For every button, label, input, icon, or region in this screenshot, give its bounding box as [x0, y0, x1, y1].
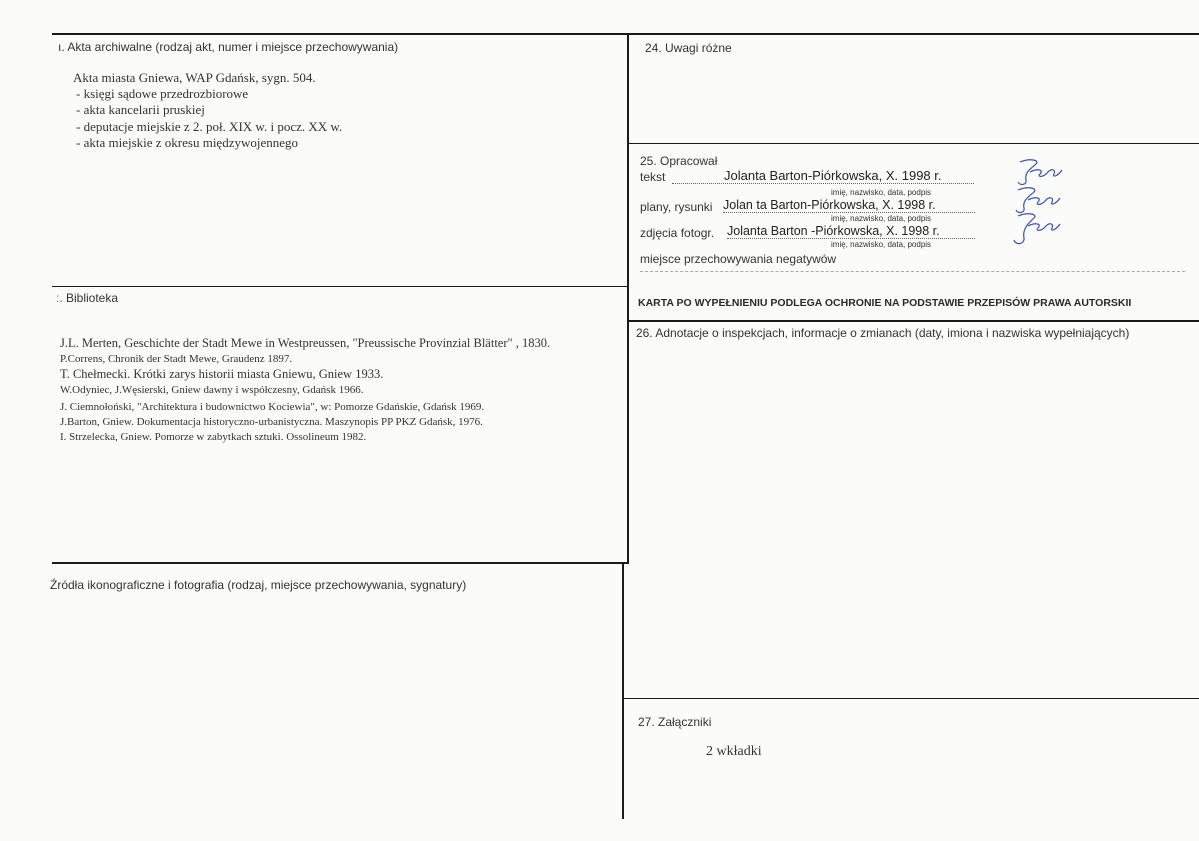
copyright-notice: KARTA PO WYPEŁNIENIU PODLEGA OCHRONIE NA PODSTAWIE PRZEPISÓW PRAWA AUTORSKII: [638, 297, 1132, 309]
divider-s25: [628, 143, 1199, 144]
left-column-divider-lower: [622, 564, 624, 819]
divider-s26: [628, 320, 1199, 322]
plany-value: [723, 198, 975, 213]
zdjecia-value: [727, 224, 975, 239]
library-line: J. Ciemnołoński, "Architektura i budownictwo Kociewia", w: Pomorze Gdańskie, Gdańsk 1969.: [60, 401, 485, 413]
plany-caption: imię, nazwisko, data, podpis: [831, 214, 932, 223]
library-line: P.Correns, Chronik der Stadt Mewe, Graudenz 1897.: [60, 353, 293, 365]
top-border: [52, 33, 1199, 35]
zdjecia-label: zdjęcia fotogr.: [640, 226, 715, 240]
divider-biblioteka: [52, 286, 628, 287]
tekst-value-text: Jolanta Barton-Piórkowska, X. 1998 r.: [724, 168, 942, 183]
negatives-underline: [640, 271, 1185, 272]
plany-value-text: Jolan ta Barton-Piórkowska, X. 1998 r.: [723, 198, 936, 212]
divider-s27: [623, 698, 1199, 699]
section-remarks-title: 24. Uwagi różne: [645, 41, 732, 55]
section-attachments-title: 27. Załączniki: [638, 715, 712, 729]
section-iconography-title: Źródła ikonograficzne i fotografia (rodzaj, miejsce przechowywania, sygnatury): [50, 578, 467, 592]
attachments-value: 2 wkładki: [706, 744, 762, 759]
archives-line: - akta miejskie z okresu międzywojennego: [76, 135, 299, 150]
archives-line: - deputacje miejskie z 2. poł. XIX w. i pocz. XX w.: [76, 119, 343, 134]
signature-zdjecia: [1006, 212, 1066, 248]
section-inspections-title: 26. Adnotacje o inspekcjach, informacje o zmianach (daty, imiona i nazwiska wypełniających): [636, 326, 1130, 340]
section-prepared-title: 25. Opracował: [640, 154, 718, 168]
section-archives-title: ı. Akta archiwalne (rodzaj akt, numer i miejsce przechowywania): [58, 40, 399, 54]
plany-label: plany, rysunki: [640, 200, 713, 214]
archives-line: Akta miasta Gniewa, WAP Gdańsk, sygn. 504.: [73, 70, 316, 85]
library-line: I. Strzelecka, Gniew. Pomorze w zabytkach sztuki. Ossolineum 1982.: [60, 431, 367, 443]
zdjecia-value-text: Jolanta Barton -Piórkowska, X. 1998 r.: [727, 224, 940, 238]
library-line: W.Odyniec, J.Węsierski, Gniew dawny i współczesny, Gdańsk 1966.: [60, 384, 364, 396]
tekst-caption: imię, nazwisko, data, podpis: [831, 188, 932, 197]
divider-iconography: [52, 562, 628, 564]
zdjecia-caption: imię, nazwisko, data, podpis: [831, 240, 932, 249]
library-line: T. Chełmecki. Krótki zarys historii miasta Gniewu, Gniew 1933.: [60, 367, 384, 381]
tekst-value: [672, 168, 974, 184]
archives-line: - księgi sądowe przedrozbiorowe: [76, 86, 249, 101]
signature-tekst: [1010, 158, 1070, 188]
archives-line: - akta kancelarii pruskiej: [76, 102, 205, 117]
library-line: J.Barton, Gniew. Dokumentacja historyczno-urbanistyczna. Maszynopis PP PKZ Gdańsk, 1976.: [60, 416, 483, 428]
library-line: J.L. Merten, Geschichte der Stadt Mewe in Westpreussen, "Preussische Provinzial Blätter" , 1830.: [60, 336, 551, 350]
negatives-label: miejsce przechowywania negatywów: [640, 252, 837, 266]
left-column-divider: [627, 34, 629, 564]
tekst-label: tekst: [640, 170, 666, 184]
section-library-title: ː. Biblioteka: [56, 291, 119, 305]
